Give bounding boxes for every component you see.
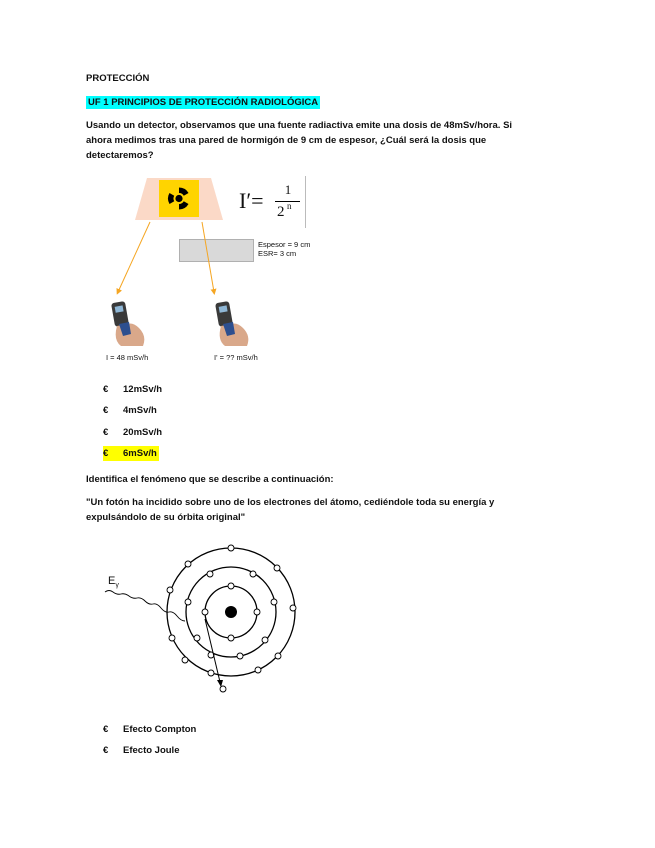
option-3[interactable] xyxy=(103,425,162,440)
section-title: PROTECCIÓN xyxy=(86,73,150,84)
detector-left-label: I = 48 mSv/h xyxy=(106,353,149,362)
photon-label-e: E xyxy=(108,575,116,587)
option-2[interactable] xyxy=(103,403,157,418)
question2-quote-line1: "Un fotón ha incidido sobre uno de los electrones del átomo, cediéndole toda su energía y xyxy=(86,497,495,508)
arrow-right xyxy=(202,222,214,292)
option-1[interactable] xyxy=(103,382,162,397)
wall-labels xyxy=(258,240,310,258)
question1-line3: detectaremos? xyxy=(86,150,154,161)
arrow-left xyxy=(118,222,150,292)
option-compton-bullet: € xyxy=(103,724,109,735)
wall-esr-label: ESR= 3 cm xyxy=(258,249,297,258)
unit-title xyxy=(86,95,320,110)
detector-right-label: I' = ?? mSv/h xyxy=(214,353,258,362)
option-3-label: 20mSv/h xyxy=(123,427,163,438)
option-compton-label: Efecto Compton xyxy=(123,724,197,735)
formula-numerator: 1 xyxy=(284,182,292,197)
formula-base: 2 xyxy=(277,204,285,220)
question2-quote-line2: expulsándolo de su órbita original" xyxy=(86,512,246,523)
unit-title-text: UF 1 PRINCIPIOS DE PROTECCIÓN RADIOLÓGICA xyxy=(88,97,319,108)
detector-left-icon xyxy=(103,300,149,348)
option-joule[interactable] xyxy=(103,743,180,758)
photon-label-sub: γ xyxy=(115,582,119,590)
wall-thickness-label: Espesor = 9 cm xyxy=(258,240,311,249)
option-2-label: 4mSv/h xyxy=(123,405,157,416)
question1-line1: Usando un detector, observamos que una fuente radiactiva emite una dosis de 48mSv/hora. Si xyxy=(86,120,513,131)
attenuation-formula xyxy=(227,174,307,230)
formula-exponent: n xyxy=(287,201,292,211)
option-2-bullet: € xyxy=(103,405,109,416)
detector-right-icon xyxy=(207,300,253,348)
question1-line2: ahora medimos tras una pared de hormigón de 9 cm de espesor, ¿Cuál será la dosis que xyxy=(86,135,487,146)
atom-diagram xyxy=(100,540,300,700)
option-joule-label: Efecto Joule xyxy=(123,745,180,756)
formula-lhs: I′= xyxy=(239,188,264,213)
radiation-source-icon xyxy=(133,176,225,222)
question2-prompt: Identifica el fenómeno que se describe a continuación: xyxy=(86,474,334,485)
option-1-label: 12mSv/h xyxy=(123,384,163,395)
option-joule-bullet: € xyxy=(103,745,109,756)
option-4[interactable] xyxy=(103,446,159,461)
question2-quote xyxy=(86,495,526,525)
question1-text xyxy=(86,118,526,163)
option-1-bullet: € xyxy=(103,384,109,395)
photon-wave xyxy=(105,591,185,622)
option-4-label: 6mSv/h xyxy=(123,448,157,459)
option-3-bullet: € xyxy=(103,427,109,438)
option-4-bullet: € xyxy=(103,448,109,459)
radiation-arrows xyxy=(110,220,230,298)
option-compton[interactable] xyxy=(103,722,196,737)
nucleus xyxy=(225,606,237,618)
